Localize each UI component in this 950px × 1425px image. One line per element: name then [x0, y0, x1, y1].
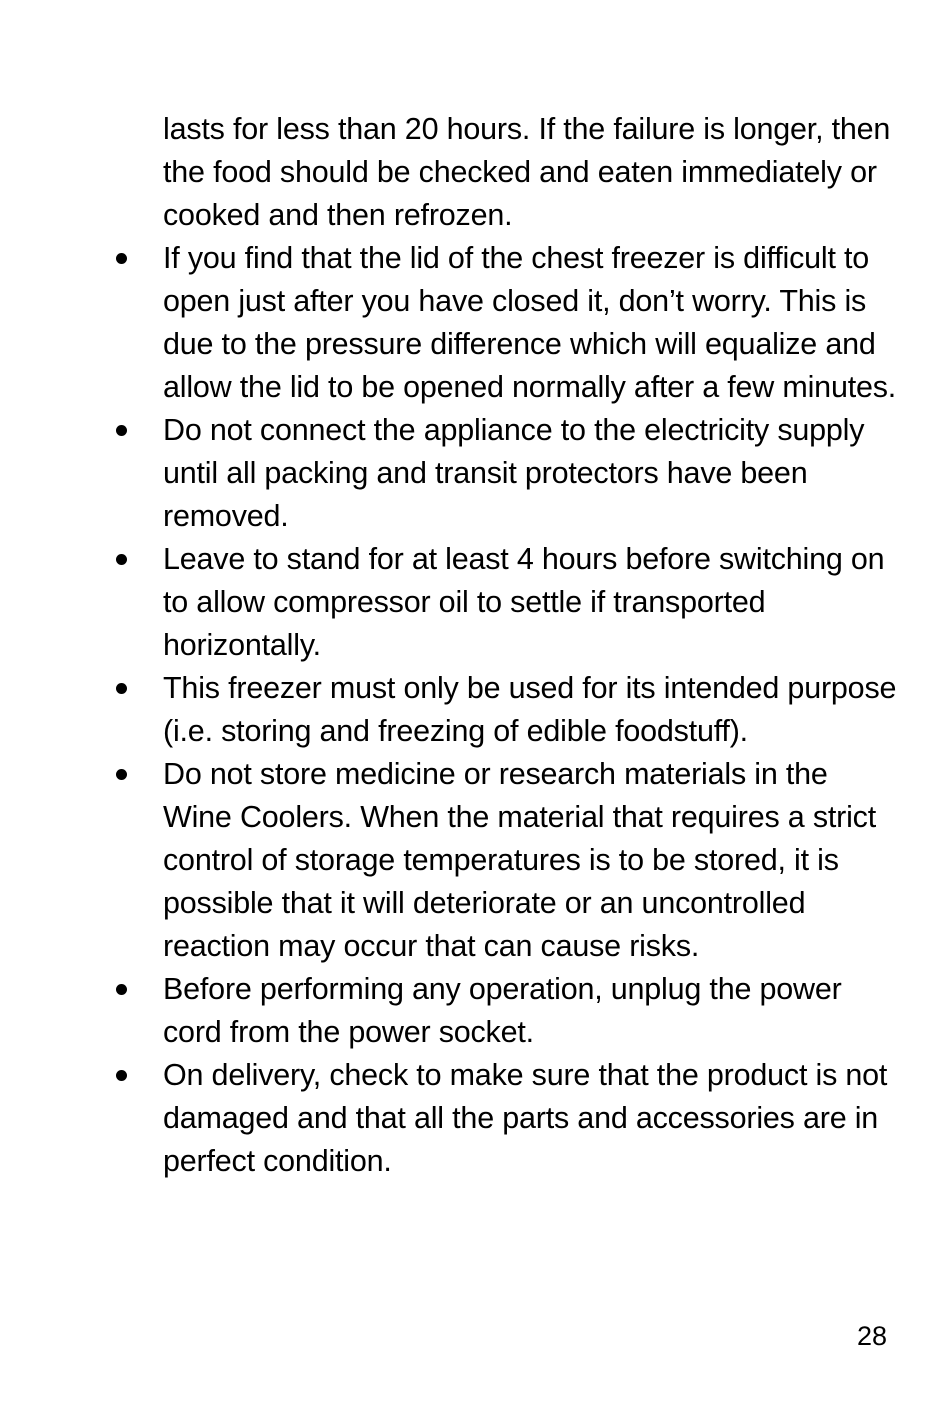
bullet-icon [116, 425, 127, 436]
bullet-text: Before performing any operation, unplug the power cord from the power socket. [163, 972, 842, 1049]
bullet-list [113, 237, 903, 1183]
bullet-item [113, 753, 903, 968]
bullet-item [113, 538, 903, 667]
bullet-item [113, 237, 903, 409]
continued-paragraph: lasts for less than 20 hours. If the failure is longer, then the food should be checked and eaten immediately or cooked and then refrozen. [163, 112, 891, 232]
bullet-item [113, 409, 903, 538]
bullet-item [113, 667, 903, 753]
bullet-item [113, 968, 903, 1054]
bullet-icon [116, 1070, 127, 1081]
bullet-text: Leave to stand for at least 4 hours before switching on to allow compressor oil to settle if transported horizontally. [163, 542, 885, 662]
bullet-icon [116, 253, 127, 264]
bullet-item [113, 1054, 903, 1183]
bullet-icon [116, 769, 127, 780]
bullet-text: Do not store medicine or research materials in the Wine Coolers. When the material that requires a strict control of storage temperatures is to be stored, it is possible that it will deteriorate or an uncontrolled reaction may occur that can cause risks. [163, 757, 877, 963]
bullet-icon [116, 683, 127, 694]
bullet-text: This freezer must only be used for its intended purpose (i.e. storing and freezing of edible foodstuff). [163, 671, 897, 748]
bullet-icon [116, 984, 127, 995]
page-content [113, 108, 903, 1183]
bullet-text: On delivery, check to make sure that the product is not damaged and that all the parts and accessories are in perfect condition. [163, 1058, 888, 1178]
bullet-text: If you find that the lid of the chest freezer is difficult to open just after you have closed it, don’t worry. This is due to the pressure difference which will equalize and allow the lid to be opened normally after a few minutes. [163, 241, 897, 404]
page-number: 28 [856, 1321, 887, 1351]
bullet-icon [116, 554, 127, 565]
bullet-text: Do not connect the appliance to the electricity supply until all packing and transit protectors have been removed. [163, 413, 865, 533]
